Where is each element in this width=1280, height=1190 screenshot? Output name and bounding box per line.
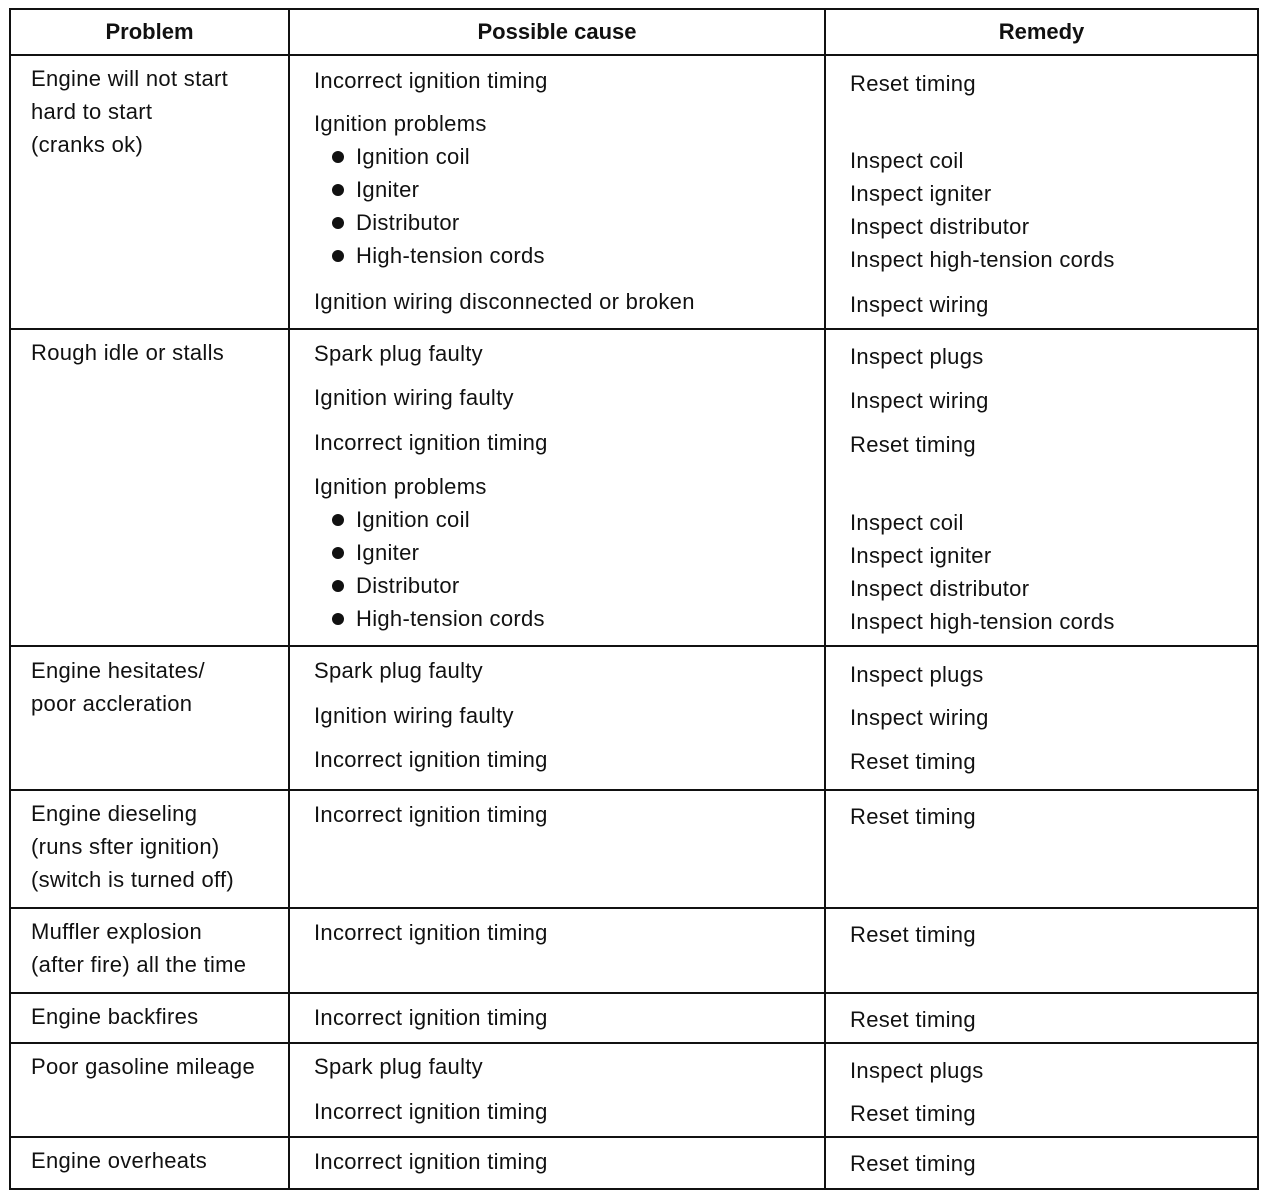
cause-text: Incorrect ignition timing: [314, 430, 548, 455]
problem-cell: [10, 329, 289, 646]
problem-text: (cranks ok): [31, 132, 144, 157]
remedy-text: Inspect distributor: [850, 576, 1030, 601]
cause-text: Ignition problems: [314, 111, 487, 136]
remedy-text: Reset timing: [850, 1007, 976, 1032]
problem-cell: [10, 1043, 289, 1137]
remedy-text: Reset timing: [850, 804, 976, 829]
problem-text: Muffler explosion: [31, 919, 203, 944]
bullet-icon: [332, 580, 344, 592]
cause-text: Incorrect ignition timing: [314, 1149, 548, 1174]
remedy-text: Inspect plugs: [850, 662, 984, 687]
cause-text: High-tension cords: [356, 606, 545, 631]
problem-text: Engine dieseling: [31, 801, 198, 826]
cause-text: Incorrect ignition timing: [314, 802, 548, 827]
problem-text: hard to start: [31, 99, 153, 124]
remedy-cell: [825, 790, 1258, 908]
problem-text: (switch is turned off): [31, 867, 235, 892]
troubleshooting-table: [9, 8, 1259, 1190]
remedy-text: Inspect high-tension cords: [850, 247, 1115, 272]
problem-cell: [10, 55, 289, 329]
remedy-text: Inspect plugs: [850, 1058, 984, 1083]
remedy-text: Reset timing: [850, 749, 976, 774]
cause-subitem: [332, 507, 470, 533]
remedy-cell: [825, 1043, 1258, 1137]
cause-subitem: [332, 210, 460, 236]
cause-text: Ignition wiring disconnected or broken: [314, 289, 695, 314]
cause-cell: [289, 329, 825, 646]
cause-text: Spark plug faulty: [314, 1054, 483, 1079]
remedy-text: Reset timing: [850, 922, 976, 947]
cause-text: Incorrect ignition timing: [314, 747, 548, 772]
bullet-icon: [332, 613, 344, 625]
remedy-cell: [825, 329, 1258, 646]
problem-cell: [10, 1137, 289, 1189]
cause-text: Igniter: [356, 177, 420, 202]
remedy-text: Reset timing: [850, 1101, 976, 1126]
cause-subitem: [332, 144, 470, 170]
remedy-text: Reset timing: [850, 1151, 976, 1176]
problem-text: (after fire) all the time: [31, 952, 247, 977]
problem-cell: [10, 993, 289, 1043]
cause-cell: [289, 1043, 825, 1137]
cause-subitem: [332, 540, 419, 566]
cause-text: High-tension cords: [356, 243, 545, 268]
problem-text: Engine hesitates/: [31, 658, 205, 683]
table-row: [10, 993, 1258, 1043]
remedy-text: Inspect coil: [850, 148, 964, 173]
remedy-text: Inspect wiring: [850, 292, 989, 317]
problem-text: Rough idle or stalls: [31, 340, 225, 365]
cause-subitem: [332, 606, 545, 632]
cause-text: Spark plug faulty: [314, 341, 483, 366]
cause-text: Distributor: [356, 210, 460, 235]
bullet-icon: [332, 547, 344, 559]
remedy-text: Inspect high-tension cords: [850, 609, 1115, 634]
problem-text: poor accleration: [31, 691, 193, 716]
problem-cell: [10, 908, 289, 993]
table-row: [10, 1043, 1258, 1137]
table-row: [10, 790, 1258, 908]
table-row: [10, 55, 1258, 329]
remedy-text: Inspect igniter: [850, 543, 992, 568]
cause-text: Incorrect ignition timing: [314, 1005, 548, 1030]
problem-cell: [10, 790, 289, 908]
problem-cell: [10, 646, 289, 790]
problem-text: Engine overheats: [31, 1148, 208, 1173]
remedy-text: Inspect distributor: [850, 214, 1030, 239]
cause-text: Incorrect ignition timing: [314, 920, 548, 945]
remedy-text: Inspect igniter: [850, 181, 992, 206]
bullet-icon: [332, 217, 344, 229]
troubleshooting-document: [9, 8, 1257, 1176]
cause-cell: [289, 790, 825, 908]
cause-cell: [289, 55, 825, 329]
table-row: [10, 908, 1258, 993]
cause-cell: [289, 908, 825, 993]
header-cause: Possible cause: [289, 9, 825, 55]
cause-subitem: [332, 177, 419, 203]
cause-text: Ignition coil: [356, 507, 470, 532]
problem-text: Engine backfires: [31, 1004, 199, 1029]
remedy-cell: [825, 55, 1258, 329]
cause-cell: [289, 993, 825, 1043]
cause-subitem: [332, 573, 460, 599]
cause-text: Igniter: [356, 540, 420, 565]
cause-text: Ignition coil: [356, 144, 470, 169]
remedy-text: Reset timing: [850, 432, 976, 457]
bullet-icon: [332, 250, 344, 262]
remedy-text: Inspect wiring: [850, 705, 989, 730]
remedy-text: Reset timing: [850, 71, 976, 96]
cause-text: Ignition problems: [314, 474, 487, 499]
header-problem: Problem: [10, 9, 289, 55]
table-row: [10, 1137, 1258, 1189]
problem-text: Poor gasoline mileage: [31, 1054, 255, 1079]
remedy-cell: [825, 993, 1258, 1043]
remedy-cell: [825, 908, 1258, 993]
cause-text: Incorrect ignition timing: [314, 68, 548, 93]
cause-text: Incorrect ignition timing: [314, 1099, 548, 1124]
problem-text: (runs sfter ignition): [31, 834, 220, 859]
bullet-icon: [332, 184, 344, 196]
header-row: [10, 9, 1258, 55]
cause-text: Spark plug faulty: [314, 658, 483, 683]
cause-subitem: [332, 243, 545, 269]
bullet-icon: [332, 151, 344, 163]
cause-text: Distributor: [356, 573, 460, 598]
cause-cell: [289, 1137, 825, 1189]
header-remedy: Remedy: [825, 9, 1258, 55]
remedy-text: Inspect wiring: [850, 388, 989, 413]
table-row: [10, 329, 1258, 646]
problem-text: Engine will not start: [31, 66, 229, 91]
remedy-text: Inspect plugs: [850, 344, 984, 369]
table-row: [10, 646, 1258, 790]
remedy-cell: [825, 646, 1258, 790]
remedy-text: Inspect coil: [850, 510, 964, 535]
remedy-cell: [825, 1137, 1258, 1189]
bullet-icon: [332, 514, 344, 526]
cause-text: Ignition wiring faulty: [314, 385, 514, 410]
cause-cell: [289, 646, 825, 790]
cause-text: Ignition wiring faulty: [314, 703, 514, 728]
